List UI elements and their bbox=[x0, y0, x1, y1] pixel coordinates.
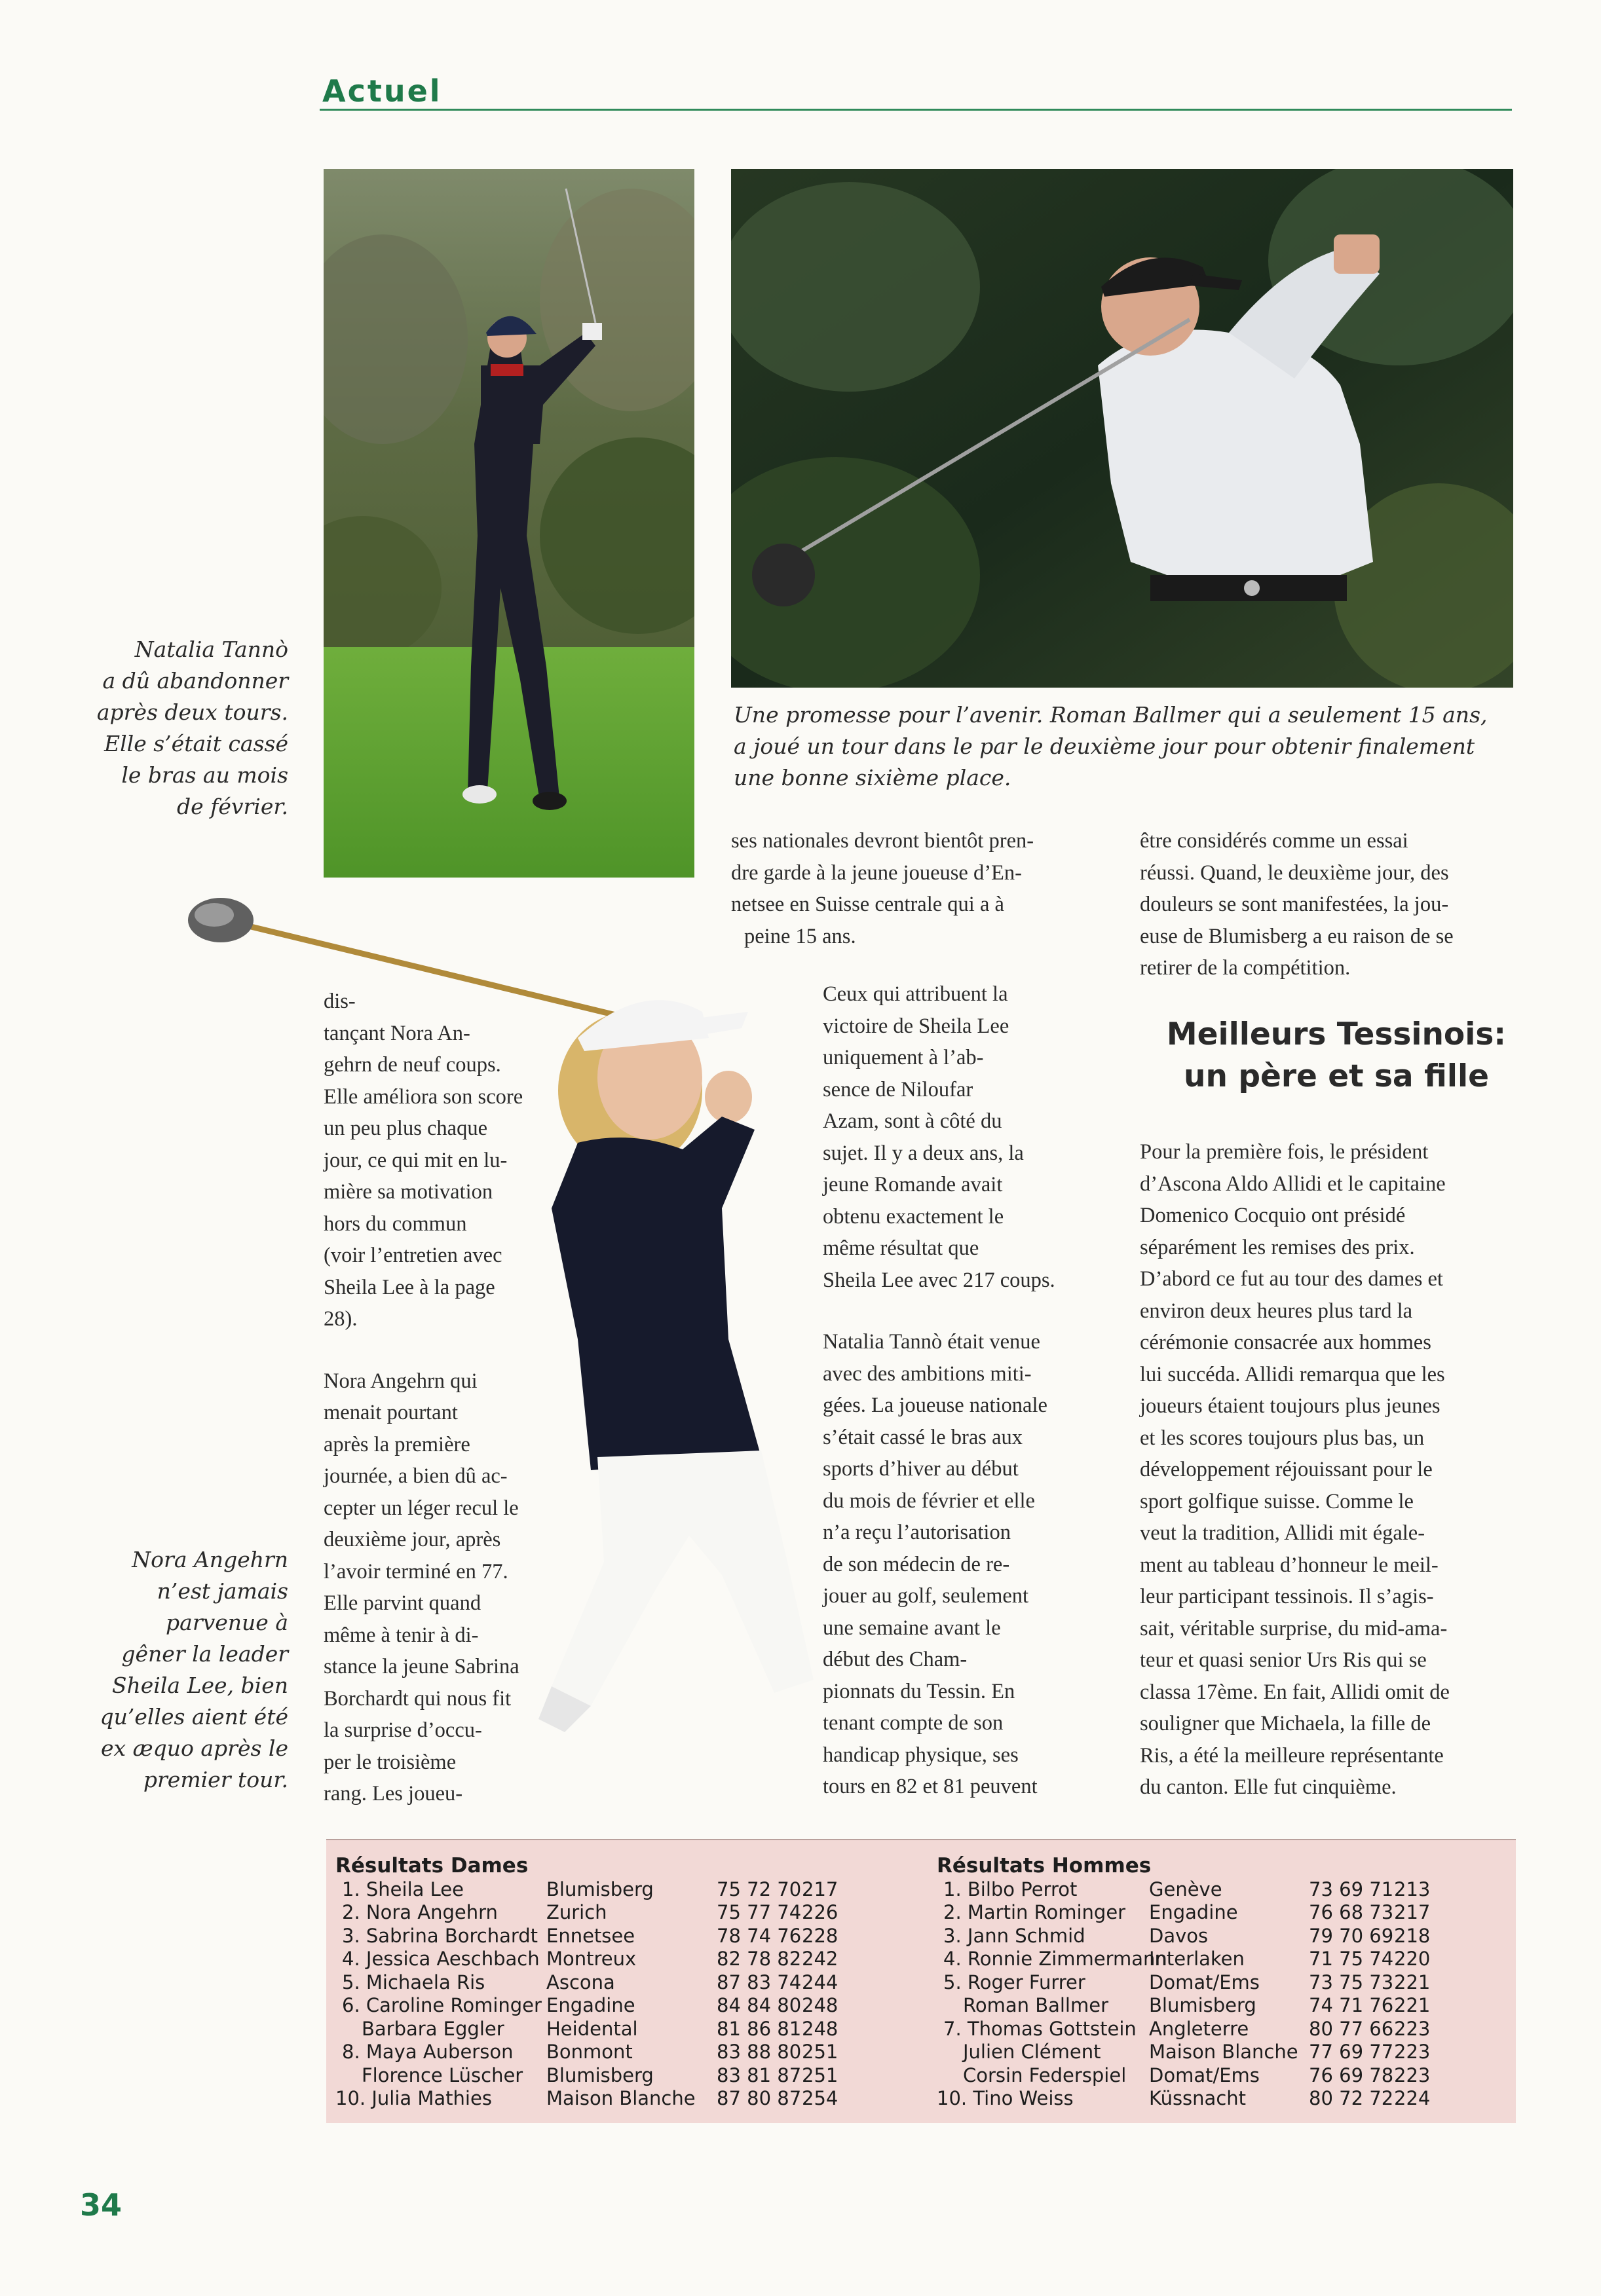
text-line: obtenu exactement le bbox=[823, 1204, 1004, 1229]
player-name: Julien Clément bbox=[963, 2041, 1101, 2063]
paragraph bbox=[324, 1365, 561, 1810]
text-line: souligner que Michaela, la fille de bbox=[1140, 1712, 1431, 1735]
article-column-3-continued bbox=[1140, 1136, 1515, 1804]
text-line: séparément les remises des prix. bbox=[1140, 1235, 1415, 1259]
text-line: joueurs étaient toujours plus jeunes bbox=[1140, 1394, 1441, 1418]
round-scores: 82 78 82 bbox=[717, 1948, 802, 1970]
page-number: 34 bbox=[80, 2187, 122, 2223]
results-dames-table bbox=[335, 1855, 912, 2111]
round-scores: 87 83 74 bbox=[717, 1971, 802, 1993]
caption-line: qu’elles aient été bbox=[100, 1704, 288, 1730]
round-scores: 76 68 73 bbox=[1309, 1901, 1394, 1923]
header-rule bbox=[320, 109, 1512, 111]
text-line: menait pourtant bbox=[324, 1401, 458, 1424]
club-name: Heidental bbox=[546, 2017, 638, 2040]
text-line: s’était cassé le bras aux bbox=[823, 1425, 1023, 1449]
text-line: l’avoir terminé en 77. bbox=[324, 1559, 508, 1583]
club-name: Bonmont bbox=[546, 2041, 633, 2063]
club-name: Maison Blanche bbox=[1149, 2041, 1298, 2063]
caption-line: une bonne sixième place. bbox=[734, 765, 1011, 790]
text-line: tenant compte de son bbox=[823, 1711, 1004, 1735]
photo-natalia-tanno bbox=[324, 169, 694, 878]
text-line: rang. Les joueu- bbox=[324, 1782, 463, 1805]
table-row bbox=[335, 2041, 912, 2064]
text-line: du canton. Elle fut cinquième. bbox=[1140, 1775, 1397, 1799]
club-name: Montreux bbox=[546, 1948, 637, 1970]
club-name: Ennetsee bbox=[546, 1924, 635, 1947]
table-title: Résultats Dames bbox=[335, 1854, 529, 1878]
caption-line: Elle s’était cassé bbox=[104, 731, 288, 756]
player-name: 5. Michaela Ris bbox=[342, 1971, 485, 1993]
total-score: 251 bbox=[802, 2064, 838, 2086]
text-line: même à tenir à di- bbox=[324, 1623, 479, 1647]
caption-line: le bras au mois bbox=[121, 762, 288, 788]
caption-line: parvenue à bbox=[166, 1610, 288, 1635]
player-name: 4. Ronnie Zimmermann bbox=[943, 1948, 1167, 1970]
text-line: Sheila Lee avec 217 coups. bbox=[823, 1268, 1055, 1292]
text-line: Pour la première fois, le président bbox=[1140, 1140, 1429, 1164]
table-row bbox=[937, 2018, 1513, 2041]
player-name: 5. Roger Furrer bbox=[943, 1971, 1085, 1993]
text-line: Ceux qui attribuent la bbox=[823, 982, 1008, 1006]
player-name: 8. Maya Auberson bbox=[342, 2041, 514, 2063]
round-scores: 83 88 80 bbox=[717, 2041, 802, 2063]
round-scores: 83 81 87 bbox=[717, 2064, 802, 2086]
table-row bbox=[335, 1994, 912, 2018]
table-row bbox=[335, 2087, 912, 2111]
article-column-2 bbox=[731, 825, 1111, 1803]
text-line: lui succéda. Allidi remarqua que les bbox=[1140, 1362, 1445, 1386]
text-line: gées. La joueuse nationale bbox=[823, 1394, 1047, 1417]
text-line: gehrn de neuf coups. bbox=[324, 1053, 501, 1077]
text-line: uniquement à l’ab- bbox=[823, 1046, 984, 1069]
total-score: 223 bbox=[1394, 2041, 1431, 2063]
paragraph bbox=[1140, 825, 1515, 984]
club-name: Domat/Ems bbox=[1149, 2064, 1260, 2086]
player-name: Barbara Eggler bbox=[362, 2017, 504, 2040]
text-line: être considérés comme un essai bbox=[1140, 829, 1408, 853]
table-row bbox=[335, 1948, 912, 1971]
caption-line: après deux tours. bbox=[96, 699, 288, 725]
round-scores: 71 75 74 bbox=[1309, 1948, 1394, 1970]
caption-roman-ballmer bbox=[734, 699, 1513, 794]
text-line: d’Ascona Aldo Allidi et le capitaine bbox=[1140, 1172, 1446, 1196]
round-scores: 75 72 70 bbox=[717, 1878, 802, 1900]
text-line: n’a reçu l’autorisation bbox=[823, 1521, 1011, 1544]
text-line: après la première bbox=[324, 1432, 470, 1456]
text-line: journée, a bien dû ac- bbox=[324, 1464, 508, 1488]
text-line: cérémonie consacrée aux hommes bbox=[1140, 1331, 1431, 1354]
table-row bbox=[937, 2041, 1513, 2064]
player-name: 1. Sheila Lee bbox=[342, 1878, 464, 1900]
total-score: 218 bbox=[1394, 1924, 1431, 1947]
text-line: Natalia Tannò était venue bbox=[823, 1330, 1040, 1354]
player-name: 7. Thomas Gottstein bbox=[943, 2017, 1137, 2040]
text-line: jeune Romande avait bbox=[823, 1173, 1003, 1196]
total-score: 220 bbox=[1394, 1948, 1431, 1970]
text-line: (voir l’entretien avec bbox=[324, 1244, 502, 1267]
paragraph bbox=[823, 978, 1111, 1296]
player-name: Florence Lüscher bbox=[362, 2064, 523, 2086]
paragraph bbox=[731, 825, 1111, 952]
player-name: 2. Martin Rominger bbox=[943, 1901, 1126, 1923]
results-hommes-title bbox=[937, 1855, 1513, 1878]
table-row bbox=[937, 2087, 1513, 2111]
club-name: Angleterre bbox=[1149, 2017, 1249, 2040]
club-name: Ascona bbox=[546, 1971, 615, 1993]
club-name: Blumisberg bbox=[546, 1878, 654, 1900]
table-row bbox=[937, 1948, 1513, 1971]
player-name: 6. Caroline Rominger bbox=[342, 1994, 542, 2016]
text-line: pionnats du Tessin. En bbox=[823, 1679, 1015, 1703]
caption-line: a dû abandonner bbox=[102, 668, 288, 694]
article-column-3 bbox=[1140, 825, 1515, 984]
table-row bbox=[335, 1878, 912, 1902]
text-line: Nora Angehrn qui bbox=[324, 1369, 478, 1393]
text-line: jouer au golf, seulement bbox=[823, 1584, 1029, 1608]
caption-line: Sheila Lee, bien bbox=[111, 1673, 288, 1698]
player-name: 1. Bilbo Perrot bbox=[943, 1878, 1078, 1900]
photo-roman-ballmer bbox=[731, 169, 1513, 688]
table-row bbox=[335, 2018, 912, 2041]
caption-line: de février. bbox=[176, 794, 288, 819]
round-scores: 77 69 77 bbox=[1309, 2041, 1394, 2063]
paragraph bbox=[1140, 1136, 1515, 1804]
club-name: Engadine bbox=[546, 1994, 635, 2016]
round-scores: 80 72 72 bbox=[1309, 2087, 1394, 2109]
total-score: 221 bbox=[1394, 1971, 1431, 1993]
total-score: 248 bbox=[802, 2017, 838, 2040]
text-line: D’abord ce fut au tour des dames et bbox=[1140, 1267, 1443, 1291]
text-line: réussi. Quand, le deuxième jour, des bbox=[1140, 861, 1449, 885]
round-scores: 81 86 81 bbox=[717, 2017, 802, 2040]
table-row bbox=[335, 2064, 912, 2088]
round-scores: 75 77 74 bbox=[717, 1901, 802, 1923]
text-line: une semaine avant le bbox=[823, 1616, 1001, 1640]
table-row bbox=[937, 1925, 1513, 1948]
club-name: Blumisberg bbox=[546, 2064, 654, 2086]
text-line: netsee en Suisse centrale qui a à bbox=[731, 893, 1004, 916]
total-score: 223 bbox=[1394, 2064, 1431, 2086]
text-line: veut la tradition, Allidi mit égale- bbox=[1140, 1521, 1425, 1545]
total-score: 251 bbox=[802, 2041, 838, 2063]
text-line: victoire de Sheila Lee bbox=[823, 1014, 1009, 1038]
text-line: tours en 82 et 81 peuvent bbox=[823, 1775, 1038, 1798]
text-line: sports d’hiver au début bbox=[823, 1457, 1019, 1481]
caption-line: ex æquo après le bbox=[101, 1735, 288, 1761]
paragraph bbox=[823, 1326, 1111, 1803]
club-name: Interlaken bbox=[1149, 1948, 1245, 1970]
text-line: peine 15 ans. bbox=[744, 924, 856, 948]
text-line: dis- bbox=[324, 990, 356, 1013]
text-line: la surprise d’occu- bbox=[324, 1718, 482, 1742]
total-score: 254 bbox=[802, 2087, 838, 2109]
table-row bbox=[937, 1901, 1513, 1925]
text-line: jour, ce qui mit en lu- bbox=[324, 1148, 508, 1172]
player-name: 3. Jann Schmid bbox=[943, 1924, 1085, 1947]
table-title: Résultats Hommes bbox=[937, 1854, 1152, 1878]
text-line: du mois de février et elle bbox=[823, 1489, 1035, 1513]
club-name: Domat/Ems bbox=[1149, 1971, 1260, 1993]
text-line: Sheila Lee à la page bbox=[324, 1275, 495, 1299]
caption-line: Natalia Tannò bbox=[134, 637, 288, 662]
round-scores: 73 69 71 bbox=[1309, 1878, 1394, 1900]
text-line: sence de Niloufar bbox=[823, 1077, 973, 1102]
caption-nora-angehrn bbox=[66, 1544, 288, 1796]
text-line: sport golfique suisse. Comme le bbox=[1140, 1489, 1414, 1513]
text-line: tançant Nora An- bbox=[324, 1021, 470, 1045]
text-line: Ris, a été la meilleure représentante bbox=[1140, 1743, 1444, 1768]
total-score: 224 bbox=[1394, 2087, 1431, 2109]
club-name: Zurich bbox=[546, 1901, 607, 1923]
round-scores: 74 71 76 bbox=[1309, 1994, 1394, 2016]
text-line: ses nationales devront bientôt pren- bbox=[731, 829, 1034, 853]
round-scores: 80 77 66 bbox=[1309, 2017, 1394, 2040]
text-line: avec des ambitions miti- bbox=[823, 1361, 1032, 1386]
text-line: handicap physique, ses bbox=[823, 1743, 1019, 1767]
text-line: environ deux heures plus tard la bbox=[1140, 1299, 1413, 1323]
total-score: 226 bbox=[802, 1901, 838, 1923]
total-score: 217 bbox=[802, 1878, 838, 1900]
text-line: Azam, sont à côté du bbox=[823, 1109, 1002, 1133]
text-line: même résultat que bbox=[823, 1236, 979, 1260]
text-line: leur participant tessinois. Il s’agis- bbox=[1140, 1585, 1434, 1608]
table-row bbox=[937, 1994, 1513, 2018]
player-name: 2. Nora Angehrn bbox=[342, 1901, 498, 1923]
round-scores: 73 75 73 bbox=[1309, 1971, 1394, 1993]
article-column-1 bbox=[324, 986, 561, 1810]
text-line: douleurs se sont manifestées, la jou- bbox=[1140, 893, 1449, 916]
club-name: Küssnacht bbox=[1149, 2087, 1247, 2109]
total-score: 242 bbox=[802, 1948, 838, 1970]
subheading-line: un père et sa fille bbox=[1184, 1058, 1489, 1094]
club-name: Blumisberg bbox=[1149, 1994, 1256, 2016]
total-score: 228 bbox=[802, 1924, 838, 1947]
section-label: Actuel bbox=[322, 73, 442, 109]
text-line: Domenico Cocquio ont présidé bbox=[1140, 1204, 1406, 1227]
player-name: Corsin Federspiel bbox=[963, 2064, 1127, 2086]
text-line: mière sa motivation bbox=[324, 1180, 493, 1204]
player-name: 10. Julia Mathies bbox=[335, 2087, 492, 2109]
club-name: Davos bbox=[1149, 1924, 1209, 1947]
round-scores: 79 70 69 bbox=[1309, 1924, 1394, 1947]
text-line: deuxième jour, après bbox=[324, 1528, 501, 1551]
table-row bbox=[335, 1971, 912, 1995]
results-hommes-table bbox=[937, 1855, 1513, 2111]
total-score: 217 bbox=[1394, 1901, 1431, 1923]
text-line: hors du commun bbox=[324, 1212, 467, 1236]
round-scores: 84 84 80 bbox=[717, 1994, 802, 2016]
round-scores: 76 69 78 bbox=[1309, 2064, 1394, 2086]
text-line: début des Cham- bbox=[823, 1648, 968, 1671]
text-line: Elle parvint quand bbox=[324, 1591, 481, 1615]
subheading-line: Meilleurs Tessinois: bbox=[1166, 1016, 1507, 1052]
table-row bbox=[937, 1878, 1513, 1902]
table-row bbox=[937, 1971, 1513, 1995]
club-name: Engadine bbox=[1149, 1901, 1238, 1923]
caption-line: n’est jamais bbox=[157, 1578, 288, 1604]
text-line: 28). bbox=[324, 1307, 358, 1331]
player-name: 10. Tino Weiss bbox=[937, 2087, 1074, 2109]
text-line: Elle améliora son score bbox=[324, 1084, 523, 1109]
table-row bbox=[937, 2064, 1513, 2088]
text-line: euse de Blumisberg a eu raison de se bbox=[1140, 924, 1454, 948]
paragraph bbox=[324, 986, 561, 1335]
text-line: per le troisième bbox=[324, 1750, 457, 1774]
text-line: de son médecin de re- bbox=[823, 1552, 1010, 1576]
player-name: 4. Jessica Aeschbach bbox=[342, 1948, 540, 1970]
club-name: Genève bbox=[1149, 1878, 1222, 1900]
caption-natalia-tanno bbox=[79, 634, 288, 823]
subheading bbox=[1140, 1014, 1533, 1098]
club-name: Maison Blanche bbox=[546, 2087, 696, 2109]
total-score: 248 bbox=[802, 1994, 838, 2016]
player-name: 3. Sabrina Borchardt bbox=[342, 1924, 538, 1947]
total-score: 223 bbox=[1394, 2017, 1431, 2040]
total-score: 213 bbox=[1394, 1878, 1431, 1900]
text-line: sait, véritable surprise, du mid-ama- bbox=[1140, 1616, 1448, 1640]
caption-line: Une promesse pour l’avenir. Roman Ballmer qui a seulement 15 ans, bbox=[734, 702, 1488, 728]
caption-line: gêner la leader bbox=[121, 1641, 288, 1667]
text-line: stance la jeune Sabrina bbox=[324, 1655, 519, 1678]
text-line: teur et quasi senior Urs Ris qui se bbox=[1140, 1648, 1427, 1672]
text-line: retirer de la compétition. bbox=[1140, 956, 1351, 980]
text-line: ment au tableau d’honneur le meil- bbox=[1140, 1553, 1439, 1577]
caption-line: Nora Angehrn bbox=[132, 1547, 288, 1572]
caption-line: a joué un tour dans le par le deuxième jour pour obtenir finalement bbox=[734, 733, 1475, 759]
text-line: développement réjouissant pour le bbox=[1140, 1458, 1433, 1481]
total-score: 244 bbox=[802, 1971, 838, 1993]
text-line: classa 17ème. En fait, Allidi omit de bbox=[1140, 1680, 1450, 1704]
results-box bbox=[326, 1839, 1516, 2123]
text-line: sujet. Il y a deux ans, la bbox=[823, 1141, 1024, 1165]
text-line: cepter un léger recul le bbox=[324, 1496, 519, 1520]
table-row bbox=[335, 1925, 912, 1948]
caption-line: premier tour. bbox=[143, 1767, 288, 1792]
text-line: un peu plus chaque bbox=[324, 1117, 488, 1140]
text-line: dre garde à la jeune joueuse d’En- bbox=[731, 861, 1022, 885]
round-scores: 78 74 76 bbox=[717, 1924, 802, 1947]
text-line: et les scores toujours plus bas, un bbox=[1140, 1426, 1425, 1450]
player-name: Roman Ballmer bbox=[963, 1994, 1109, 2016]
text-line: Borchardt qui nous fit bbox=[324, 1686, 512, 1711]
total-score: 221 bbox=[1394, 1994, 1431, 2016]
round-scores: 87 80 87 bbox=[717, 2087, 802, 2109]
results-dames-title bbox=[335, 1855, 912, 1878]
table-row bbox=[335, 1901, 912, 1925]
